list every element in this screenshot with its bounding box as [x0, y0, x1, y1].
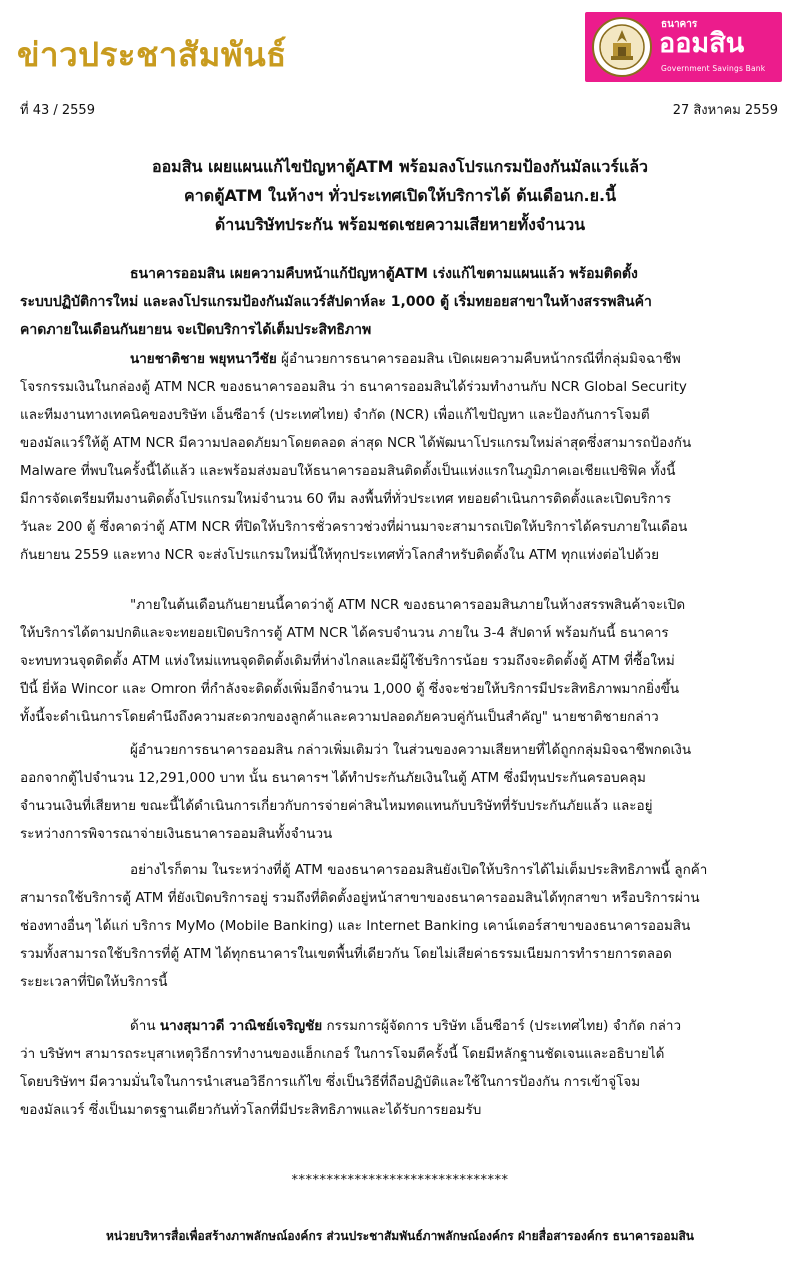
bank-logo: [585, 12, 782, 82]
gsb-seal-icon: [591, 16, 653, 78]
spokesperson-name: นายชาติชาย พยุหนาวีชัย: [130, 351, 277, 367]
paragraph-line: โจรกรรมเงินในกล่องตู้ ATM NCR ของธนาคารออมสิน ว่า ธนาคารออมสินได้ร่วมทำงานกับ NCR Global Security: [20, 379, 687, 395]
paragraph-text: ด้าน: [130, 1018, 160, 1034]
paragraph-line: "ภายในต้นเดือนกันยายนนี้คาดว่าตู้ ATM NCR ของธนาคารออมสินภายในห้างสรรพสินค้าจะเปิด: [130, 597, 686, 613]
paragraph-line: ว่า บริษัทฯ สามารถระบุสาเหตุวิธีการทำงานของแฮ็กเกอร์ ในการโจมตีครั้งนี้ โดยมีหลักฐานชัดเจนและอธิบายได้: [20, 1046, 665, 1062]
paragraph-line: วันละ 200 ตู้ ซึ่งคาดว่าตู้ ATM NCR ที่ปิดให้บริการชั่วคราวช่วงที่ผ่านมาจะสามารถเปิดให้บริการได้ครบภายในเดือน: [20, 519, 688, 535]
paragraph-line: โดยบริษัทฯ มีความมั่นใจในการนำเสนอวิธีการแก้ไข ซึ่งเป็นวิธีที่ถือปฏิบัติและใช้ในการป้องกัน การเข้าจู่โจม: [20, 1074, 641, 1090]
paragraph-line: ปีนี้ ยี่ห้อ Wincor และ Omron ที่กำลังจะติดตั้งเพิ่มอีกจำนวน 1,000 ตู้ ซึ่งจะช่วยให้บริการมีประสิทธิภาพมากยิ่งขึ้น: [20, 681, 680, 697]
press-release-heading: ข่าวประชาสัมพันธ์: [17, 35, 287, 74]
ncr-md-name: นางสุมาวดี วาณิชย์เจริญชัย: [159, 1018, 323, 1034]
paragraph-line: [20, 345, 782, 373]
paragraph-line: ทั้งนี้จะดำเนินการโดยคำนึงถึงความสะดวกของลูกค้าและความปลอดภัยควบคู่กันเป็นสำคัญ" นายชาติชายกล่าว: [20, 709, 659, 725]
paragraph-3: [20, 736, 782, 848]
headline-line: คาดตู้ATM ในห้างฯ ทั่วประเทศเปิดให้บริการได้ ต้นเดือนก.ย.นี้: [184, 186, 616, 205]
paragraph-line: อย่างไรก็ตาม ในระหว่างที่ตู้ ATM ของธนาคารออมสินยังเปิดให้บริการได้ไม่เต็มประสิทธิภาพนี้ ลูกค้า: [130, 862, 708, 878]
paragraph-line: ระหว่างการพิจารณาจ่ายเงินธนาคารออมสินทั้งจำนวน: [20, 826, 333, 842]
paragraph-line: จำนวนเงินที่เสียหาย ขณะนี้ได้ดำเนินการเกี่ยวกับการจ่ายค่าสินไหมทดแทนกับบริษัทที่รับประกันภัยแล้ว และอยู่: [20, 798, 653, 814]
paragraph-line: กันยายน 2559 และทาง NCR จะส่งโปรแกรมใหม่นี้ให้ทุกประเทศทั่วโลกสำหรับติดตั้งใน ATM ทุกแห่งต่อไปด้วย: [20, 547, 660, 563]
document-date: 27 สิงหาคม 2559: [672, 103, 778, 118]
paragraph-line: Malware ที่พบในครั้งนี้ได้แล้ว และพร้อมส่งมอบให้ธนาคารออมสินติดตั้งเป็นแห่งแรกในภูมิภาคเอเชียแปซิฟิค ทั้งนี้: [20, 463, 676, 479]
lead-line: ระบบปฏิบัติการใหม่ และลงโปรแกรมป้องกันมัลแวร์สัปดาห์ละ 1,000 ตู้ เริ่มทยอยสาขาในห้างสรรพสินค้า: [20, 294, 652, 310]
paragraph-line: ช่องทางอื่นๆ ได้แก่ บริการ MyMo (Mobile Banking) และ Internet Banking เคาน์เตอร์สาขาของธนาคารออมสิน: [20, 918, 691, 934]
paragraph-line: ระยะเวลาที่ปิดให้บริการนี้: [20, 974, 168, 990]
paragraph-line: ของมัลแวร์ ซึ่งเป็นมาตรฐานเดียวกันทั่วโลกที่มีประสิทธิภาพและได้รับการยอมรับ: [20, 1102, 482, 1118]
paragraph-2: [20, 591, 782, 731]
document-number: ที่ 43 / 2559: [20, 103, 95, 118]
paragraph-line: ให้บริการได้ตามปกติและจะทยอยเปิดบริการตู้ ATM NCR ได้ครบจำนวน ภายใน 3-4 สัปดาห์ พร้อมกันนี้ ธนาคาร: [20, 625, 669, 641]
paragraph-5: [20, 1012, 782, 1124]
lead-paragraph: [20, 260, 782, 344]
paragraph-line: สามารถใช้บริการตู้ ATM ที่ยังเปิดบริการอยู่ รวมถึงที่ติดตั้งอยู่หน้าสาขาของธนาคารออมสินได้ทุกสาขา หรือบริการผ่าน: [20, 890, 700, 906]
paragraph-line: มีการจัดเตรียมทีมงานติดตั้งโปรแกรมใหม่จำนวน 60 ทีม ลงพื้นที่ทั่วประเทศ ทยอยดำเนินการติดตั้งและเปิดบริการ: [20, 491, 671, 507]
separator: *******************************: [291, 1173, 509, 1188]
paragraph-text: กรรมการผู้จัดการ บริษัท เอ็นซีอาร์ (ประเทศไทย) จำกัด กล่าว: [322, 1018, 682, 1034]
logo-name: ออมสิน: [659, 28, 745, 59]
paragraph-line: ของมัลแวร์ให้ตู้ ATM NCR มีความปลอดภัยมาโดยตลอด ล่าสุด NCR ได้พัฒนาโปรแกรมใหม่ล่าสุดซึ่งสามารถป้องกัน: [20, 435, 692, 451]
paragraph-line: จะทบทวนจุดติดตั้ง ATM แห่งใหม่แทนจุดติดตั้งเดิมที่ห่างไกลและมีผู้ใช้บริการน้อย รวมถึงจะติดตั้งตู้ ATM ที่ซื้อใหม่: [20, 653, 675, 669]
paragraph-1: [20, 345, 782, 569]
logo-small-text: ธนาคาร: [661, 19, 698, 30]
paragraph-line: รวมทั้งสามารถใช้บริการที่ตู้ ATM ได้ทุกธนาคารในเขตพื้นที่เดียวกัน โดยไม่เสียค่าธรรมเนียมการทำรายการตลอด: [20, 946, 672, 962]
paragraph-line: และทีมงานทางเทคนิคของบริษัท เอ็นซีอาร์ (ประเทศไทย) จำกัด (NCR) เพื่อแก้ไขปัญหา และป้องกันการโจมตี: [20, 407, 650, 423]
lead-line: ธนาคารออมสิน เผยความคืบหน้าแก้ปัญหาตู้ATM เร่งแก้ไขตามแผนแล้ว พร้อมติดตั้ง: [130, 266, 638, 282]
footer-department: หน่วยบริหารสื่อเพื่อสร้างภาพลักษณ์องค์กร ส่วนประชาสัมพันธ์ภาพลักษณ์องค์กร ฝ่ายสื่อสารองค์กร ธนาคารออมสิน: [105, 1229, 695, 1243]
logo-english-name: Government Savings Bank: [661, 64, 766, 73]
paragraph-text: ผู้อำนวยการธนาคารออมสิน เปิดเผยความคืบหน้ากรณีที่กลุ่มมิจฉาชีพ: [276, 351, 681, 367]
paragraph-line: ผู้อำนวยการธนาคารออมสิน กล่าวเพิ่มเติมว่า ในส่วนของความเสียหายที่ได้ถูกกลุ่มมิจฉาชีพกดเงิน: [130, 742, 692, 758]
paragraph-line: [20, 1012, 782, 1040]
paragraph-4: [20, 856, 782, 996]
paragraph-line: ออกจากตู้ไปจำนวน 12,291,000 บาท นั้น ธนาคารฯ ได้ทำประกันภัยเงินในตู้ ATM ซึ่งมีทุนประกันครอบคลุม: [20, 770, 646, 786]
lead-line: คาดภายในเดือนกันยายน จะเปิดบริการได้เต็มประสิทธิภาพ: [20, 322, 372, 338]
headline-line: ออมสิน เผยแผนแก้ไขปัญหาตู้ATM พร้อมลงโปรแกรมป้องกันมัลแวร์แล้ว: [151, 157, 649, 176]
headline: [40, 152, 760, 239]
headline-line: ด้านบริษัทประกัน พร้อมชดเชยความเสียหายทั้งจำนวน: [214, 215, 586, 234]
